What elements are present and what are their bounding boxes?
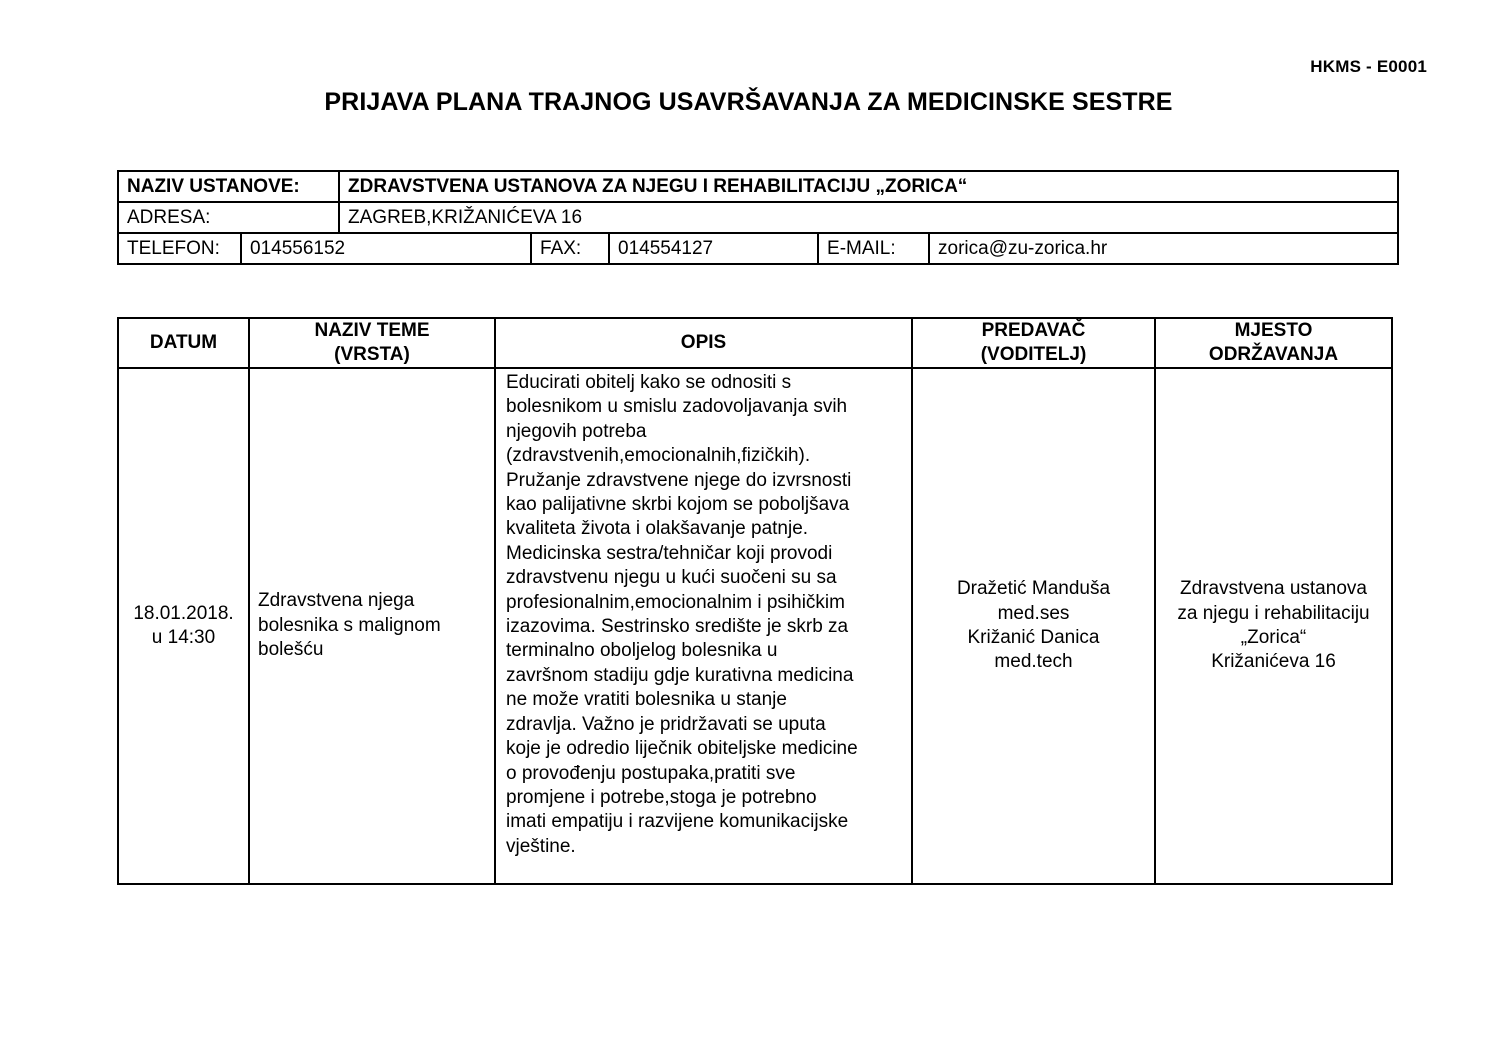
text-line: profesionalnim,emocionalnim i psihičkim xyxy=(506,591,845,613)
text-line: kao palijativne skrbi kojom se poboljšava xyxy=(506,494,850,516)
text-line: bolesnikom u smislu zadovoljavanja svih xyxy=(506,396,848,418)
text-line: za njegu i rehabilitaciju xyxy=(1177,602,1370,624)
text-line: zdravstvenu njegu u kući suočeni su sa xyxy=(506,567,837,589)
address-label: ADRESA: xyxy=(118,202,339,233)
document-title: PRIJAVA PLANA TRAJNOG USAVRŠAVANJA ZA MEDICINSKE SESTRE xyxy=(324,88,1173,116)
phone-label: TELEFON: xyxy=(118,233,241,264)
text-line: bolesnika s malignom xyxy=(258,614,441,636)
institution-address-row xyxy=(118,202,1398,233)
text-line: (VODITELJ) xyxy=(980,344,1087,365)
text-line: ne može vratiti bolesnika u stanje xyxy=(506,689,787,711)
text-line: zdravlja. Važno je pridržavati se uputa xyxy=(506,713,826,735)
text-line: Pružanje zdravstvene njege do izvrsnosti xyxy=(506,469,852,491)
topic-cell xyxy=(249,368,495,884)
address-value: ZAGREB,KRIŽANIĆEVA 16 xyxy=(339,202,1398,233)
text-line: NAZIV TEME xyxy=(314,320,430,341)
column-header-place xyxy=(1155,318,1392,368)
text-line: 18.01.2018. xyxy=(133,602,234,624)
lecturer-cell xyxy=(912,368,1155,884)
text-line: Educirati obitelj kako se odnositi s xyxy=(506,372,792,393)
column-header-lecturer xyxy=(912,318,1155,368)
email-label: E-MAIL: xyxy=(818,233,929,264)
text-line: ODRŽAVANJA xyxy=(1208,344,1339,365)
description-cell xyxy=(495,368,912,884)
text-line: u 14:30 xyxy=(151,627,216,648)
text-line: med.ses xyxy=(997,602,1070,624)
place-cell xyxy=(1155,368,1392,884)
institution-name-row xyxy=(118,171,1398,202)
institution-name-label: NAZIV USTANOVE: xyxy=(118,171,339,202)
text-line: terminalno oboljelog bolesnika u xyxy=(506,640,778,662)
text-line: imati empatiju i razvijene komunikacijske xyxy=(506,811,849,833)
text-line: promjene i potrebe,stoga je potrebno xyxy=(506,786,817,808)
column-header-topic xyxy=(249,318,495,368)
training-plan-table xyxy=(117,317,1393,885)
text-line: „Zorica“ xyxy=(1240,627,1307,648)
text-line: Križanićeva 16 xyxy=(1211,651,1336,673)
table-row xyxy=(118,368,1392,884)
text-line: vještine. xyxy=(506,835,576,857)
text-line: izazovima. Sestrinsko središte je skrb za xyxy=(506,616,849,638)
text-line: njegovih potreba xyxy=(506,420,647,442)
text-line: MJESTO xyxy=(1234,320,1313,341)
text-line: Križanić Danica xyxy=(967,627,1100,648)
text-line: bolešću xyxy=(258,639,324,661)
document-code: HKMS - E0001 xyxy=(1310,57,1427,76)
text-line: završnom stadiju gdje kurativna medicina xyxy=(506,664,854,686)
text-line: (zdravstvenih,emocionalnih,fizičkih). xyxy=(506,445,811,467)
text-line: Dražetić Manduša xyxy=(956,578,1111,600)
text-line: (VRSTA) xyxy=(334,344,410,365)
text-line: med.tech xyxy=(994,651,1073,673)
column-header-date xyxy=(118,318,249,368)
date-cell xyxy=(118,368,249,884)
text-line: DATUM xyxy=(149,332,218,353)
text-line: Zdravstvena njega xyxy=(258,590,415,612)
institution-table xyxy=(117,170,1399,265)
text-line: Medicinska sestra/tehničar koji provodi xyxy=(506,542,833,564)
phone-value: 014556152 xyxy=(241,233,531,264)
text-line: Zdravstvena ustanova xyxy=(1180,578,1367,600)
institution-contact-row xyxy=(118,233,1398,264)
text-line: PREDAVAČ xyxy=(981,320,1086,341)
text-line: kvaliteta života i olakšavanje patnje. xyxy=(506,518,809,540)
column-header-description xyxy=(495,318,912,368)
fax-label: FAX: xyxy=(531,233,609,264)
plan-header-row xyxy=(118,318,1392,368)
email-value: zorica@zu-zorica.hr xyxy=(929,233,1398,264)
fax-value: 014554127 xyxy=(609,233,818,264)
text-line: koje je odredio liječnik obiteljske medicine xyxy=(506,738,858,760)
institution-name-value: ZDRAVSTVENA USTANOVA ZA NJEGU I REHABILITACIJU „ZORICA“ xyxy=(339,171,1398,202)
text-line: OPIS xyxy=(680,332,727,353)
text-line: o provođenju postupaka,pratiti sve xyxy=(506,762,796,784)
